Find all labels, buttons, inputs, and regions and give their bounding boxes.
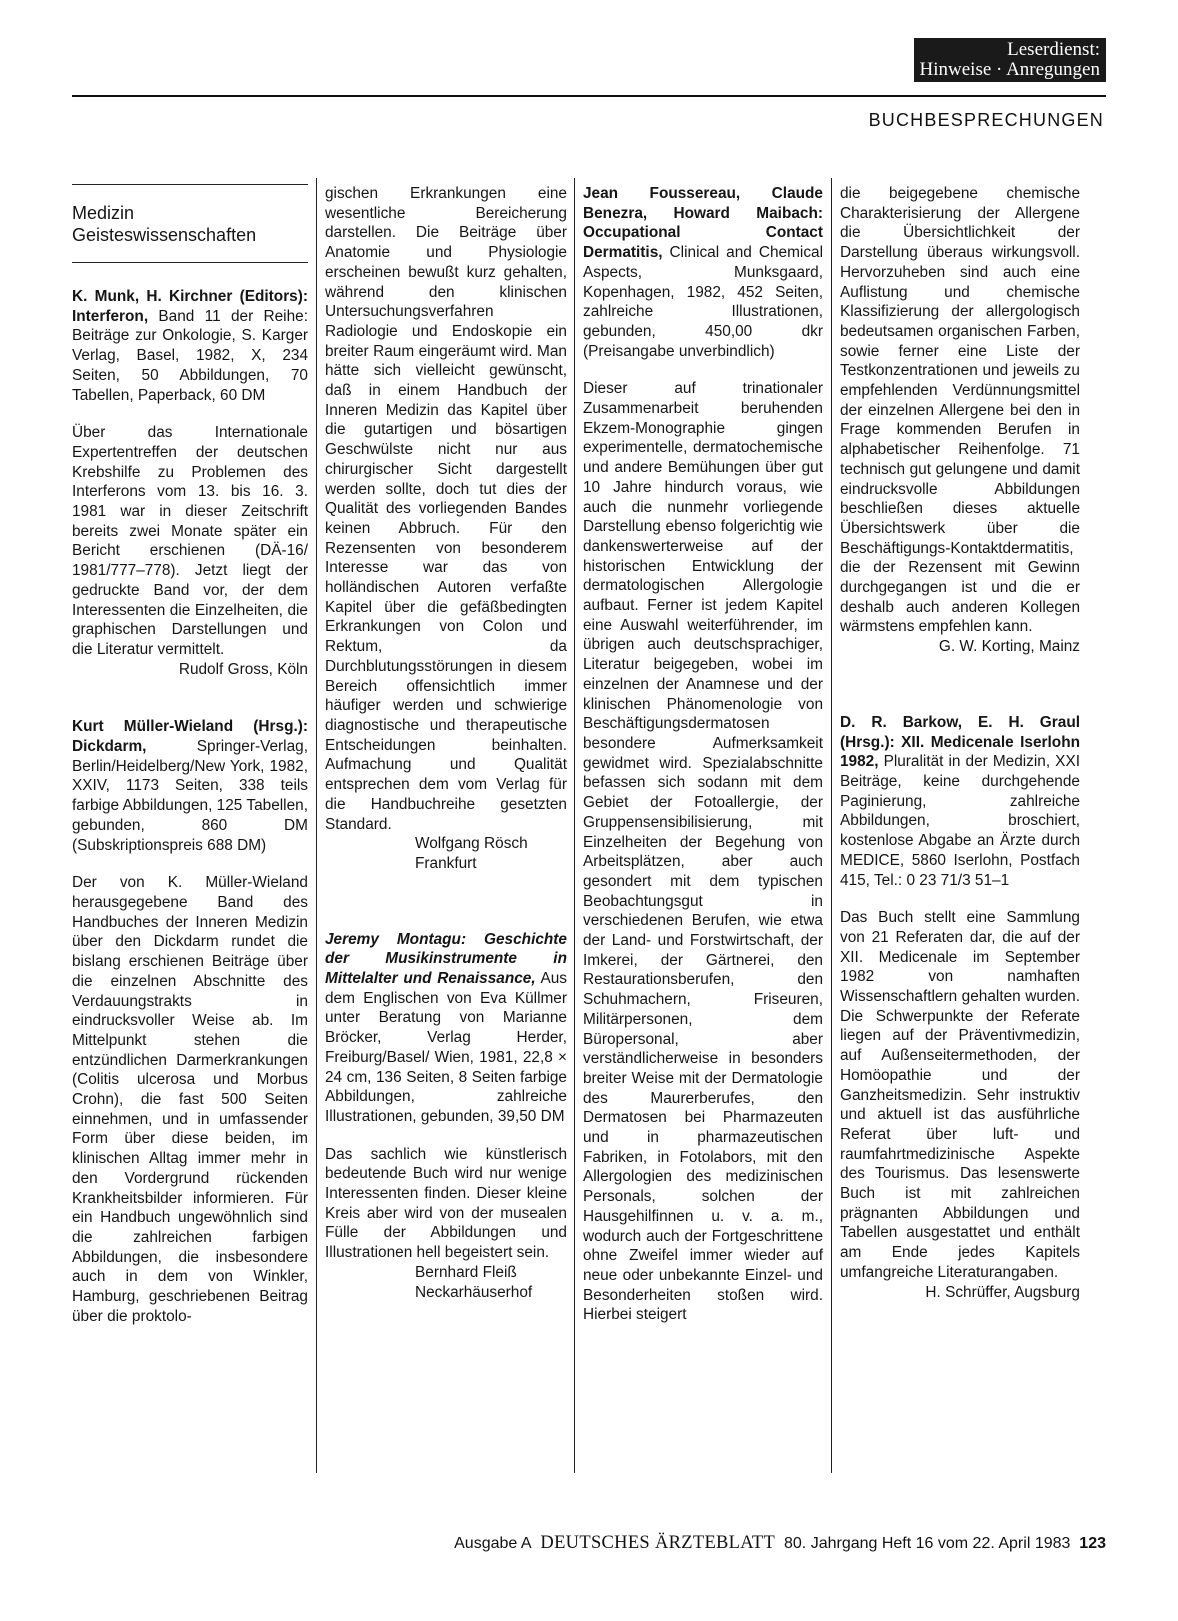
rubric-line-2: Hinweise · Anregungen: [919, 59, 1100, 80]
category-line-1: Medizin: [72, 203, 135, 223]
column-2: [325, 184, 567, 1302]
footer-issue: 80. Jahrgang Heft 16 vom 22. April 1983: [784, 1535, 1071, 1552]
column-3: [583, 184, 823, 1325]
page-footer: [0, 1533, 1106, 1554]
review-montagu-signature-name: Bernhard Fleiß: [415, 1263, 517, 1281]
footer-masthead: DEUTSCHES ÄRZTEBLATT: [540, 1533, 776, 1553]
footer-edition: Ausgabe A: [454, 1535, 532, 1552]
review-barkow-details: Pluralität in der Medizin, XXI Beiträge, keine durchgehende Paginierung, zahlreiche Abbildungen, broschiert, kostenlose Abgabe an Ärzte durch MEDICE, 5860 Iserlohn, Postfach 415, Tel.: 0 23 71/3 51–1: [840, 753, 1080, 889]
review-montagu-head: Jeremy Montagu: Geschichte der Musikinstrumente in Mittelalter und Renaissance,: [325, 930, 567, 988]
review-munk-details: Band 11 der Reihe: Beiträge zur Onkologie, S. Karger Verlag, Basel, 1982, X, 234 Seiten, 50 Abbildungen, 70 Tabellen, Paperback, 60 DM: [72, 307, 308, 404]
review-mueller-text: Der von K. Müller-Wieland herausgegebene Band des Handbuches der Inneren Medizin über den Dickdarm rundet die bislang erschienen Beiträge über die einzelnen Abschnitte des Verdauungstrakts in eindrucksvoller Weise ab. Im Mittelpunkt stehen die entzündlichen Darmerkrankungen (Colitis ulcerosa und Morbus Crohn), die fast 500 Seiten einnehmen, und in umfassender Form über diese beiden, im klinischen Alltag immer mehr in den Vordergrund rückenden Krankheitsbilder informieren. Für ein Handbuch ungewöhnlich sind die zahlreichen farbigen Abbildungen, die insbesondere auch in dem von Winkler, Hamburg, geschriebenen Beitrag über die proktolo-: [72, 874, 308, 1325]
page-number: 123: [1079, 1535, 1106, 1552]
review-barkow-text: Das Buch stellt eine Sammlung von 21 Referaten dar, die auf der XII. Medicenale im September 1982 von namhaften Wissenschaftlern gehalten wurden. Die Schwerpunkte der Referate liegen auf der Präventivmedizin, auf Außenseitermethoden, der Homöopathie und der Ganzheitsmedizin. Sehr instruktiv und aktuell ist das ausführliche Referat über luft- und raumfahrtmedizinische Aspekte des Tourismus. Das lesenswerte Buch ist mit zahlreichen prägnanten Abbildungen und Tabellen ausgestattet und enthält am Ende jedes Kapitels umfangreiche Literaturangaben.: [840, 909, 1080, 1281]
review-barkow-citation: [840, 713, 1080, 890]
review-foussereau-details: Clinical and Chemical Aspects, Munksgaard, Kopenhagen, 1982, 452 Seiten, zahlreiche Illustrationen, gebunden, 450,00 dkr (Preisangabe unverbindlich): [583, 244, 823, 360]
category-line-2: Geisteswissenschaften: [72, 225, 257, 245]
review-munk-head: K. Munk, H. Kirchner (Editors): Interferon,: [72, 288, 308, 325]
review-mueller-details: Springer-Verlag, Berlin/Heidelberg/New York, 1982, XXIV, 1173 Seiten, 338 teils farbige Abbildungen, 125 Tabellen, gebunden, 860 DM (Subskriptionspreis 688 DM): [72, 738, 308, 854]
review-montagu-signature-place: Neckarhäuserhof: [415, 1283, 533, 1301]
review-mueller-signature-place: Frankfurt: [415, 854, 477, 872]
review-montagu-details: Aus dem Englischen von Eva Küllmer unter Beratung von Marianne Bröcker, Verlag Herder, Freiburg/Basel/ Wien, 1981, 22,8 × 24 cm, 136 Seiten, 8 Seiten farbige Abbildungen, zahlreiche Illustrationen, gebunden, 39,50 DM: [325, 970, 567, 1125]
review-munk-signature: Rudolf Gross, Köln: [178, 660, 308, 678]
column-1: [72, 184, 308, 1326]
section-title: BUCHBESPRECHUNGEN: [868, 110, 1104, 130]
column-rule: [831, 178, 832, 1473]
review-montagu-citation: [325, 930, 567, 1127]
review-mueller-head: Kurt Müller-Wieland (Hrsg.): Dickdarm,: [72, 718, 308, 756]
rubric-box: [914, 38, 1106, 82]
review-munk-citation: [72, 287, 308, 405]
review-foussereau-head: Jean Foussereau, Claude Benezra, Howard Maibach: Occupational Contact Dermatitis,: [583, 185, 823, 262]
review-mueller-citation: [72, 717, 308, 855]
header-rule: [72, 95, 1106, 97]
review-foussereau-signature: G. W. Korting, Mainz: [938, 638, 1080, 656]
review-foussereau-citation: [583, 184, 823, 361]
review-foussereau-text-continued: die beigegebene chemische Charakterisierung der Allergene die Übersichtlichkeit der Darstellung überaus wirkungsvoll. Hervorzuheben sind auch eine Auflistung und chemische Klassifizierung der allergologisch bedeutsamen organischen Farben, sowie ferner eine Liste der Testkonzentrationen und jeweils zu empfehlenden Verdünnungsmittel der einzelnen Allergene bei den in Frage kommenden Berufen in alphabetischer Reihenfolge. 71 technisch gut gelungene und damit eindrucksvolle Abbildungen beschließen dieses aktuelle Übersichtswerk über die Beschäftigungs-Kontaktdermatitis, die der Rezensent mit Gewinn durchgegangen ist und die er deshalb auch anderen Kollegen wärmstens empfehlen kann.: [840, 185, 1080, 636]
review-barkow-signature: H. Schrüffer, Augsburg: [925, 1283, 1080, 1301]
review-barkow-head: D. R. Barkow, E. H. Graul (Hrsg.): XII. Medicenale Iserlohn 1982,: [840, 713, 1080, 771]
column-rule: [574, 178, 575, 1473]
review-foussereau-text: Dieser auf trinationaler Zusammenarbeit beruhenden Ekzem-Monographie gingen experimentelle, dermatochemische und andere Bemühungen über gut 10 Jahre hindurch voraus, wie auch die nunmehr vorliegende Darstellung ebenso folgerichtig wie dankenswerterweise auf der historischen Entwicklung der dermatologischen Allergologie aufbaut. Ferner ist jedem Kapitel eine Auswahl weiterführender, im übrigen auch deutschsprachiger, Literatur beigegeben, wobei im einzelnen der Anamnese und der klinischen Phänomenologie von Beschäftigungsdermatosen besondere Aufmerksamkeit gewidmet wird. Spezialabschnitte befassen sich sodann mit dem Gebiet der Fotoallergie, der Gruppensensibilisierung, mit Einzelheiten der Begehung von Arbeitsplätzen, aber auch gesondert mit dem typischen Beobachtungsgut in verschiedenen Berufen, wie etwa der Land- und Forstwirtschaft, der Imkerei, der Gärtnerei, den Restaurationsberufen, den Schuhmachern, Friseuren, Militärpersonen, dem Büropersonal, aber verständlicherweise in besonders breiter Weise mit der Dermatologie des Maurerberufes, den Dermatosen bei Pharmazeuten und in pharmazeutischen Fabriken, in Fotolabors, mit den Allergologien des medizinischen Personals, solchen der Hausgehilfinnen u. v. a. m., wodurch auch der Fortgeschrittene ohne Zweifel immer wieder auf neue oder unbekannte Einzel- und Besonderheiten stoßen wird. Hierbei steigert: [583, 380, 823, 1324]
review-montagu-text: Das sachlich wie künstlerisch bedeutende Buch wird nur wenige Interessenten finden. Dieser kleine Kreis aber wird von der musealen Fülle der Abbildungen und Illustrationen hell begeistert sein.: [325, 1145, 567, 1262]
review-mueller-signature-name: Wolfgang Rösch: [415, 835, 528, 853]
category-rule: [72, 184, 308, 185]
column-rule: [316, 178, 317, 1473]
category-heading: [72, 202, 308, 246]
category-rule: [72, 262, 308, 263]
review-munk-text: Über das Internationale Expertentreffen der deutschen Krebshilfe zu Problemen des Interferons vom 13. bis 16. 3. 1981 war in dieser Zeitschrift bereits zwei Monate später ein Bericht erschienen (DÄ-16/ 1981/777–778). Jetzt liegt der gedruckte Band vor, der dem Interessenten die Einzelheiten, die graphischen Darstellungen und die Literatur vermittelt.: [72, 424, 308, 658]
review-mueller-text-continued: gischen Erkrankungen eine wesentliche Bereicherung darstellen. Die Beiträge über Anatomie und Physiologie erscheinen bewußt kurz gehalten, während den klinischen Untersuchungsverfahren Radiologie und Endoskopie ein breiter Raum eingeräumt wird. Man hätte sich vielleicht gewünscht, daß in einem Handbuch der Inneren Medizin das Kapitel über die gutartigen und bösartigen Geschwülste nicht nur aus chirurgischer Sicht dargestellt werden sollte, doch tut dies der Qualität des vorliegenden Bandes keinen Abbruch. Für den Rezensenten von besonderem Interesse war das von holländischen Autoren verfaßte Kapitel über die gefäßbedingten Erkrankungen von Colon und Rektum, da Durchblutungsstörungen in diesem Bereich offensichtlich immer häufiger werden und schwierige diagnostische und therapeutische Entscheidungen beinhalten. Aufmachung und Qualität entsprechen dem vom Verlag für die Handbuchreihe gesetzten Standard.: [325, 185, 567, 833]
column-4: [840, 184, 1080, 1302]
rubric-line-1: Leserdienst:: [1007, 39, 1100, 60]
